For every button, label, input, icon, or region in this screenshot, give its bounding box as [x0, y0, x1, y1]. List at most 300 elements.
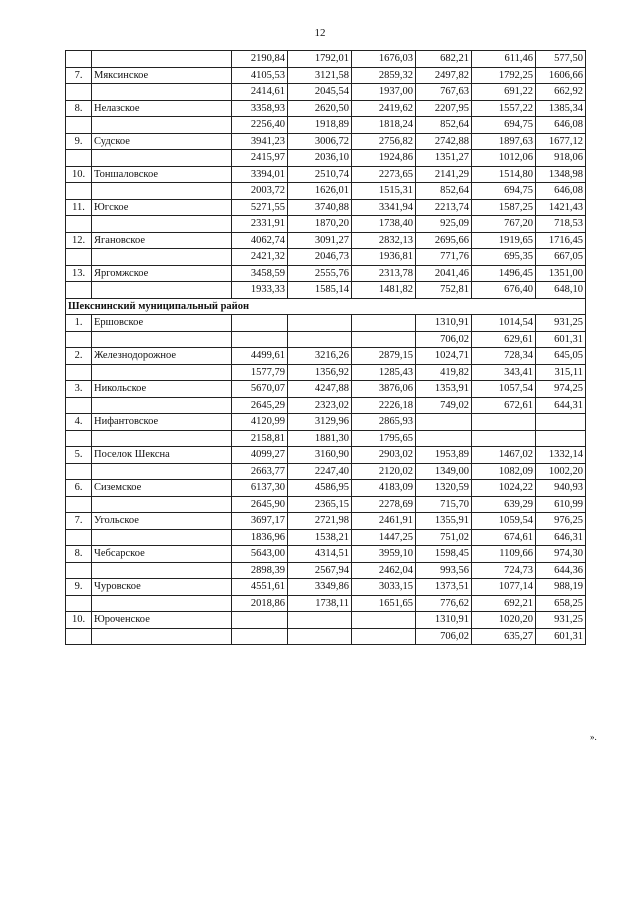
value-cell: [416, 430, 472, 447]
value-cell: 646,08: [536, 183, 586, 200]
value-cell: 3876,06: [352, 381, 416, 398]
index-cell: 10.: [66, 612, 92, 629]
table-row: [66, 183, 586, 200]
index-cell: [66, 628, 92, 645]
name-cell: [92, 331, 232, 348]
municipality-name: Железнодорожное: [92, 348, 232, 365]
municipality-name: Юроченское: [92, 612, 232, 629]
value-cell: 4099,27: [232, 447, 288, 464]
value-cell: 1496,45: [472, 265, 536, 282]
value-cell: 2903,02: [352, 447, 416, 464]
index-cell: 9.: [66, 133, 92, 150]
index-cell: 1.: [66, 315, 92, 332]
index-cell: [66, 430, 92, 447]
value-cell: 1077,14: [472, 579, 536, 596]
value-cell: 2365,15: [288, 496, 352, 513]
name-cell: [92, 595, 232, 612]
value-cell: 931,25: [536, 612, 586, 629]
table-row: [66, 216, 586, 233]
name-cell: [92, 364, 232, 381]
value-cell: 1676,03: [352, 51, 416, 68]
value-cell: 1356,92: [288, 364, 352, 381]
value-cell: 706,02: [416, 331, 472, 348]
value-cell: 2859,32: [352, 67, 416, 84]
index-cell: 3.: [66, 381, 92, 398]
value-cell: [472, 430, 536, 447]
table-row: [66, 513, 586, 530]
value-cell: 610,99: [536, 496, 586, 513]
value-cell: 2313,78: [352, 265, 416, 282]
value-cell: 1373,51: [416, 579, 472, 596]
table-row: [66, 381, 586, 398]
index-cell: 2.: [66, 348, 92, 365]
value-cell: 644,36: [536, 562, 586, 579]
value-cell: 4499,61: [232, 348, 288, 365]
value-cell: 648,10: [536, 282, 586, 299]
name-cell: [92, 117, 232, 134]
value-cell: 852,64: [416, 183, 472, 200]
table-row: [66, 628, 586, 645]
value-cell: [288, 315, 352, 332]
value-cell: 931,25: [536, 315, 586, 332]
value-cell: 3959,10: [352, 546, 416, 563]
municipality-name: Ершовское: [92, 315, 232, 332]
municipality-name: Поселок Шексна: [92, 447, 232, 464]
value-cell: 1057,54: [472, 381, 536, 398]
value-cell: [232, 315, 288, 332]
table-row: [66, 84, 586, 101]
value-cell: 1585,14: [288, 282, 352, 299]
value-cell: [232, 331, 288, 348]
municipality-name: Нифантовское: [92, 414, 232, 431]
index-cell: [66, 331, 92, 348]
value-cell: 1109,66: [472, 546, 536, 563]
value-cell: 2213,74: [416, 199, 472, 216]
value-cell: 2003,72: [232, 183, 288, 200]
value-cell: 5670,07: [232, 381, 288, 398]
value-cell: 2045,54: [288, 84, 352, 101]
value-cell: 3341,94: [352, 199, 416, 216]
value-cell: 2510,74: [288, 166, 352, 183]
value-cell: 2256,40: [232, 117, 288, 134]
value-cell: 2645,29: [232, 397, 288, 414]
value-cell: 925,09: [416, 216, 472, 233]
value-cell: 1953,89: [416, 447, 472, 464]
municipality-name: Сиземское: [92, 480, 232, 497]
index-cell: [66, 364, 92, 381]
value-cell: 646,31: [536, 529, 586, 546]
table-row: [66, 612, 586, 629]
section-row: [66, 298, 586, 315]
index-cell: 6.: [66, 480, 92, 497]
value-cell: 2141,29: [416, 166, 472, 183]
tariff-table: [65, 50, 586, 645]
table-body: [66, 51, 586, 645]
value-cell: [288, 628, 352, 645]
index-cell: [66, 117, 92, 134]
value-cell: 1870,20: [288, 216, 352, 233]
municipality-name: Тоншаловское: [92, 166, 232, 183]
value-cell: 718,53: [536, 216, 586, 233]
value-cell: 672,61: [472, 397, 536, 414]
name-cell: [92, 463, 232, 480]
value-cell: [288, 612, 352, 629]
value-cell: 728,34: [472, 348, 536, 365]
table-row: [66, 117, 586, 134]
value-cell: 2278,69: [352, 496, 416, 513]
value-cell: 1881,30: [288, 430, 352, 447]
table-row: [66, 364, 586, 381]
value-cell: 1677,12: [536, 133, 586, 150]
value-cell: 6137,30: [232, 480, 288, 497]
table-row: [66, 414, 586, 431]
value-cell: 3941,23: [232, 133, 288, 150]
value-cell: 3121,58: [288, 67, 352, 84]
value-cell: 1351,00: [536, 265, 586, 282]
value-cell: 1795,65: [352, 430, 416, 447]
table-row: [66, 480, 586, 497]
value-cell: 2158,81: [232, 430, 288, 447]
value-cell: 2462,04: [352, 562, 416, 579]
value-cell: 4314,51: [288, 546, 352, 563]
value-cell: 2721,98: [288, 513, 352, 530]
name-cell: [92, 628, 232, 645]
value-cell: 1577,79: [232, 364, 288, 381]
index-cell: [66, 397, 92, 414]
value-cell: 2756,82: [352, 133, 416, 150]
value-cell: 667,05: [536, 249, 586, 266]
value-cell: 3091,27: [288, 232, 352, 249]
value-cell: 993,56: [416, 562, 472, 579]
name-cell: [92, 282, 232, 299]
table-row: [66, 199, 586, 216]
municipality-name: Нелазское: [92, 100, 232, 117]
value-cell: [352, 315, 416, 332]
table-row: [66, 133, 586, 150]
table-row: [66, 249, 586, 266]
value-cell: 674,61: [472, 529, 536, 546]
value-cell: 2555,76: [288, 265, 352, 282]
value-cell: 343,41: [472, 364, 536, 381]
table-row: [66, 348, 586, 365]
value-cell: 706,02: [416, 628, 472, 645]
value-cell: 2898,39: [232, 562, 288, 579]
value-cell: 767,63: [416, 84, 472, 101]
index-cell: 8.: [66, 546, 92, 563]
value-cell: 2207,95: [416, 100, 472, 117]
value-cell: 1002,20: [536, 463, 586, 480]
value-cell: 662,92: [536, 84, 586, 101]
table-row: [66, 282, 586, 299]
municipality-name: Судское: [92, 133, 232, 150]
name-cell: [92, 562, 232, 579]
value-cell: 767,20: [472, 216, 536, 233]
value-cell: 976,25: [536, 513, 586, 530]
table-row: [66, 562, 586, 579]
value-cell: 1349,00: [416, 463, 472, 480]
value-cell: 4062,74: [232, 232, 288, 249]
table-row: [66, 315, 586, 332]
municipality-name: Никольское: [92, 381, 232, 398]
value-cell: 715,70: [416, 496, 472, 513]
index-cell: [66, 595, 92, 612]
value-cell: 1606,66: [536, 67, 586, 84]
value-cell: 1651,65: [352, 595, 416, 612]
index-cell: [66, 183, 92, 200]
value-cell: 1626,01: [288, 183, 352, 200]
value-cell: 2695,66: [416, 232, 472, 249]
value-cell: 1587,25: [472, 199, 536, 216]
value-cell: 694,75: [472, 183, 536, 200]
value-cell: 2041,46: [416, 265, 472, 282]
closing-quote: ».: [590, 732, 597, 742]
municipality-name: Яргомжское: [92, 265, 232, 282]
value-cell: 1919,65: [472, 232, 536, 249]
value-cell: 988,19: [536, 579, 586, 596]
table-row: [66, 595, 586, 612]
value-cell: 601,31: [536, 628, 586, 645]
value-cell: 1933,33: [232, 282, 288, 299]
value-cell: 646,08: [536, 117, 586, 134]
index-cell: 7.: [66, 67, 92, 84]
name-cell: [92, 529, 232, 546]
value-cell: 682,21: [416, 51, 472, 68]
table-row: [66, 51, 586, 68]
table-row: [66, 529, 586, 546]
index-cell: [66, 282, 92, 299]
index-cell: 11.: [66, 199, 92, 216]
value-cell: 2323,02: [288, 397, 352, 414]
value-cell: 1421,43: [536, 199, 586, 216]
table-row: [66, 463, 586, 480]
value-cell: 4551,61: [232, 579, 288, 596]
value-cell: 639,29: [472, 496, 536, 513]
index-cell: [66, 463, 92, 480]
value-cell: 658,25: [536, 595, 586, 612]
table-row: [66, 579, 586, 596]
value-cell: 4247,88: [288, 381, 352, 398]
municipality-name: Ягановское: [92, 232, 232, 249]
value-cell: 2663,77: [232, 463, 288, 480]
value-cell: 1355,91: [416, 513, 472, 530]
value-cell: 601,31: [536, 331, 586, 348]
value-cell: 1353,91: [416, 381, 472, 398]
value-cell: 2415,97: [232, 150, 288, 167]
value-cell: 692,21: [472, 595, 536, 612]
municipality-name: Югское: [92, 199, 232, 216]
value-cell: 2419,62: [352, 100, 416, 117]
table-row: [66, 265, 586, 282]
value-cell: 2832,13: [352, 232, 416, 249]
value-cell: 577,50: [536, 51, 586, 68]
name-cell: [92, 51, 232, 68]
name-cell: [92, 249, 232, 266]
value-cell: 2018,86: [232, 595, 288, 612]
value-cell: 1348,98: [536, 166, 586, 183]
value-cell: 3458,59: [232, 265, 288, 282]
value-cell: 2120,02: [352, 463, 416, 480]
value-cell: 419,82: [416, 364, 472, 381]
value-cell: 1320,59: [416, 480, 472, 497]
value-cell: 4586,95: [288, 480, 352, 497]
value-cell: 2461,91: [352, 513, 416, 530]
table-row: [66, 430, 586, 447]
value-cell: [536, 414, 586, 431]
value-cell: 3006,72: [288, 133, 352, 150]
value-cell: 2247,40: [288, 463, 352, 480]
name-cell: [92, 183, 232, 200]
value-cell: [232, 628, 288, 645]
table-row: [66, 166, 586, 183]
value-cell: 3697,17: [232, 513, 288, 530]
value-cell: 1020,20: [472, 612, 536, 629]
value-cell: 635,27: [472, 628, 536, 645]
index-cell: [66, 150, 92, 167]
value-cell: [472, 414, 536, 431]
value-cell: 852,64: [416, 117, 472, 134]
value-cell: 3349,86: [288, 579, 352, 596]
value-cell: 5643,00: [232, 546, 288, 563]
value-cell: 1024,71: [416, 348, 472, 365]
value-cell: 1792,01: [288, 51, 352, 68]
value-cell: 1082,09: [472, 463, 536, 480]
index-cell: 10.: [66, 166, 92, 183]
value-cell: 1538,21: [288, 529, 352, 546]
value-cell: 1467,02: [472, 447, 536, 464]
value-cell: 1447,25: [352, 529, 416, 546]
value-cell: 1515,31: [352, 183, 416, 200]
name-cell: [92, 496, 232, 513]
value-cell: 1598,45: [416, 546, 472, 563]
table-row: [66, 331, 586, 348]
value-cell: 771,76: [416, 249, 472, 266]
value-cell: 1481,82: [352, 282, 416, 299]
name-cell: [92, 84, 232, 101]
value-cell: [352, 331, 416, 348]
value-cell: 1738,40: [352, 216, 416, 233]
value-cell: 2273,65: [352, 166, 416, 183]
value-cell: [416, 414, 472, 431]
index-cell: [66, 562, 92, 579]
value-cell: 315,11: [536, 364, 586, 381]
value-cell: 695,35: [472, 249, 536, 266]
value-cell: [288, 331, 352, 348]
name-cell: [92, 430, 232, 447]
value-cell: 749,02: [416, 397, 472, 414]
value-cell: 2226,18: [352, 397, 416, 414]
value-cell: 974,30: [536, 546, 586, 563]
value-cell: 776,62: [416, 595, 472, 612]
index-cell: [66, 496, 92, 513]
value-cell: 676,40: [472, 282, 536, 299]
value-cell: 1924,86: [352, 150, 416, 167]
value-cell: 4120,99: [232, 414, 288, 431]
value-cell: 644,31: [536, 397, 586, 414]
index-cell: 4.: [66, 414, 92, 431]
value-cell: 2879,15: [352, 348, 416, 365]
value-cell: 1351,27: [416, 150, 472, 167]
table-row: [66, 397, 586, 414]
index-cell: [66, 51, 92, 68]
index-cell: 8.: [66, 100, 92, 117]
index-cell: 5.: [66, 447, 92, 464]
table-row: [66, 150, 586, 167]
value-cell: 4105,53: [232, 67, 288, 84]
value-cell: 1310,91: [416, 315, 472, 332]
value-cell: 691,22: [472, 84, 536, 101]
value-cell: 1936,81: [352, 249, 416, 266]
municipality-name: Чуровское: [92, 579, 232, 596]
value-cell: 1514,80: [472, 166, 536, 183]
value-cell: 2046,73: [288, 249, 352, 266]
name-cell: [92, 216, 232, 233]
name-cell: [92, 397, 232, 414]
value-cell: 2567,94: [288, 562, 352, 579]
value-cell: 3033,15: [352, 579, 416, 596]
value-cell: 1385,34: [536, 100, 586, 117]
value-cell: 2620,50: [288, 100, 352, 117]
value-cell: [352, 612, 416, 629]
value-cell: 2742,88: [416, 133, 472, 150]
value-cell: 1818,24: [352, 117, 416, 134]
table-row: [66, 100, 586, 117]
value-cell: 1897,63: [472, 133, 536, 150]
value-cell: 629,61: [472, 331, 536, 348]
page-number: 12: [314, 27, 326, 39]
index-cell: 7.: [66, 513, 92, 530]
value-cell: 1024,22: [472, 480, 536, 497]
index-cell: [66, 216, 92, 233]
value-cell: 3394,01: [232, 166, 288, 183]
table-row: [66, 232, 586, 249]
table-row: [66, 496, 586, 513]
section-title: Шекснинский муниципальный район: [66, 298, 586, 315]
name-cell: [92, 150, 232, 167]
value-cell: 3740,88: [288, 199, 352, 216]
index-cell: 12.: [66, 232, 92, 249]
value-cell: 751,02: [416, 529, 472, 546]
value-cell: 2497,82: [416, 67, 472, 84]
value-cell: 4183,09: [352, 480, 416, 497]
index-cell: [66, 529, 92, 546]
value-cell: 3358,93: [232, 100, 288, 117]
value-cell: 940,93: [536, 480, 586, 497]
index-cell: [66, 84, 92, 101]
value-cell: [232, 612, 288, 629]
value-cell: 3216,26: [288, 348, 352, 365]
value-cell: 1012,06: [472, 150, 536, 167]
value-cell: 645,05: [536, 348, 586, 365]
index-cell: [66, 249, 92, 266]
value-cell: 974,25: [536, 381, 586, 398]
value-cell: 724,73: [472, 562, 536, 579]
value-cell: 1332,14: [536, 447, 586, 464]
value-cell: 1792,25: [472, 67, 536, 84]
index-cell: 13.: [66, 265, 92, 282]
table-row: [66, 67, 586, 84]
value-cell: 2645,90: [232, 496, 288, 513]
value-cell: 5271,55: [232, 199, 288, 216]
value-cell: [352, 628, 416, 645]
value-cell: 1014,54: [472, 315, 536, 332]
value-cell: 2865,93: [352, 414, 416, 431]
value-cell: 1310,91: [416, 612, 472, 629]
value-cell: 1738,11: [288, 595, 352, 612]
value-cell: 1937,00: [352, 84, 416, 101]
value-cell: 1836,96: [232, 529, 288, 546]
value-cell: 918,06: [536, 150, 586, 167]
value-cell: 1557,22: [472, 100, 536, 117]
